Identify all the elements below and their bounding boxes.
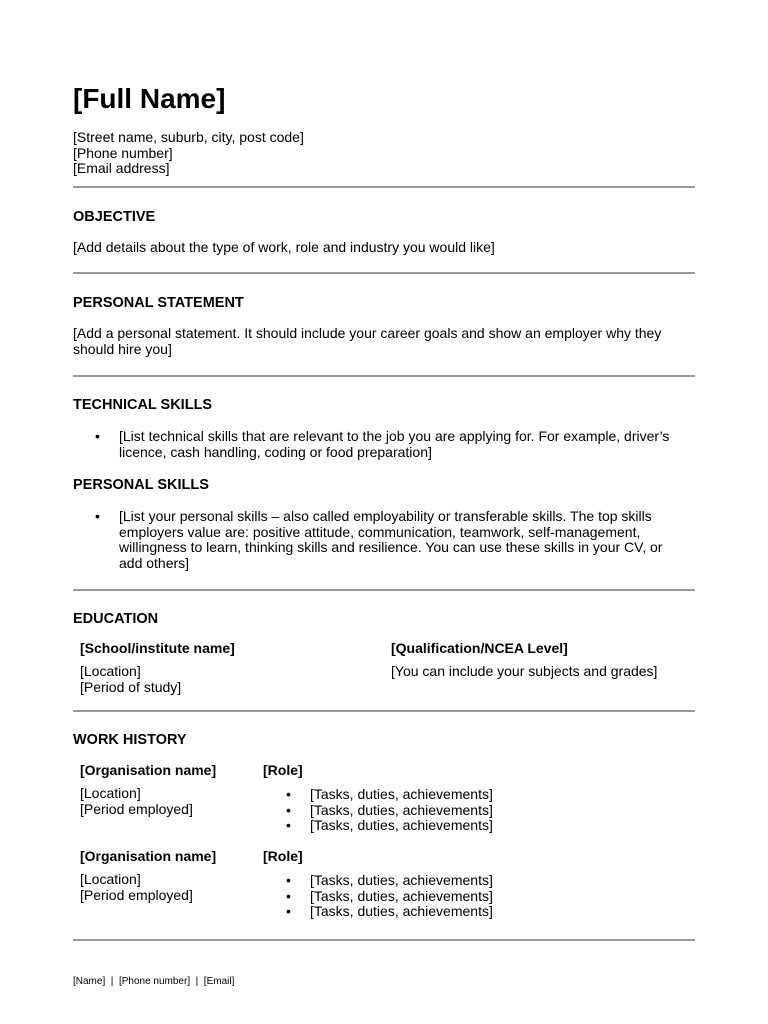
street-address: [Street name, suburb, city, post code] — [73, 129, 304, 145]
email-address: [Email address] — [73, 160, 170, 176]
task-text: [Tasks, duties, achievements] — [310, 903, 493, 919]
education-period: [Period of study] — [80, 678, 182, 695]
list-item — [286, 786, 493, 803]
bullet-icon: • — [286, 903, 291, 919]
divider — [73, 589, 695, 591]
qualification-level: [Qualification/NCEA Level] — [391, 640, 568, 656]
divider — [73, 272, 695, 274]
technical-skills-list — [95, 428, 689, 460]
list-item — [95, 508, 671, 571]
bullet-icon: • — [286, 887, 291, 904]
education-heading: EDUCATION — [73, 611, 159, 627]
contact-details — [73, 130, 304, 177]
work-location-period — [80, 872, 193, 903]
bullet-icon: • — [286, 801, 291, 818]
work-period: [Period employed] — [80, 886, 193, 903]
task-text: [Tasks, duties, achievements] — [310, 887, 493, 904]
personal-skill-text: [List your personal skills – also called employability or transferable skills. The top skills employers value are: positive attitude, communication, teamwork, self-management, willingness to learn, thinking skills and resilience. You can use these skills in your CV, or add others] — [119, 508, 663, 571]
organisation-name: [Organisation name] — [80, 848, 217, 864]
divider — [73, 939, 695, 941]
phone-number: [Phone number] — [73, 144, 173, 161]
role-title: [Role] — [263, 848, 303, 864]
full-name: [Full Name] — [73, 83, 226, 114]
personal-statement-text: [Add a personal statement. It should include your career goals and show an employer why they should hire you] — [73, 325, 662, 357]
list-item — [286, 887, 493, 905]
role-title: [Role] — [263, 762, 303, 778]
work-history-heading: WORK HISTORY — [73, 732, 187, 748]
work-location: [Location] — [80, 871, 141, 887]
bullet-icon: • — [95, 508, 100, 524]
list-item — [286, 817, 493, 834]
objective-text: [Add details about the type of work, role and industry you would like] — [73, 239, 495, 255]
technical-skills-heading: TECHNICAL SKILLS — [73, 397, 213, 413]
bullet-icon: • — [286, 817, 291, 833]
list-item — [286, 872, 493, 889]
education-location-period — [80, 664, 181, 695]
list-item — [95, 428, 689, 460]
page-footer: [Name] | [Phone number] | [Email] — [73, 976, 235, 987]
divider — [73, 375, 695, 377]
personal-skills-list — [95, 508, 671, 571]
school-name: [School/institute name] — [80, 640, 235, 656]
task-text: [Tasks, duties, achievements] — [310, 801, 493, 818]
bullet-icon: • — [286, 872, 291, 888]
personal-skills-heading: PERSONAL SKILLS — [73, 477, 209, 493]
task-text: [Tasks, duties, achievements] — [310, 872, 493, 888]
work-location-period — [80, 786, 193, 817]
personal-statement-heading: PERSONAL STATEMENT — [73, 295, 244, 311]
objective-heading: OBJECTIVE — [73, 209, 156, 225]
task-text: [Tasks, duties, achievements] — [310, 817, 493, 833]
list-item — [286, 801, 493, 819]
technical-skill-text: [List technical skills that are relevant to the job you are applying for. For example, driver’s licence, cash handling, coding or food preparation] — [119, 428, 670, 460]
list-item — [286, 903, 493, 920]
task-list — [286, 872, 493, 920]
task-text: [Tasks, duties, achievements] — [310, 786, 493, 802]
education-subjects: [You can include your subjects and grades] — [391, 663, 658, 679]
work-location: [Location] — [80, 785, 141, 801]
bullet-icon: • — [95, 428, 100, 444]
divider — [73, 710, 695, 712]
education-location: [Location] — [80, 663, 141, 679]
bullet-icon: • — [286, 786, 291, 802]
divider — [73, 186, 695, 188]
organisation-name: [Organisation name] — [80, 762, 217, 778]
task-list — [286, 786, 493, 834]
work-period: [Period employed] — [80, 800, 193, 817]
